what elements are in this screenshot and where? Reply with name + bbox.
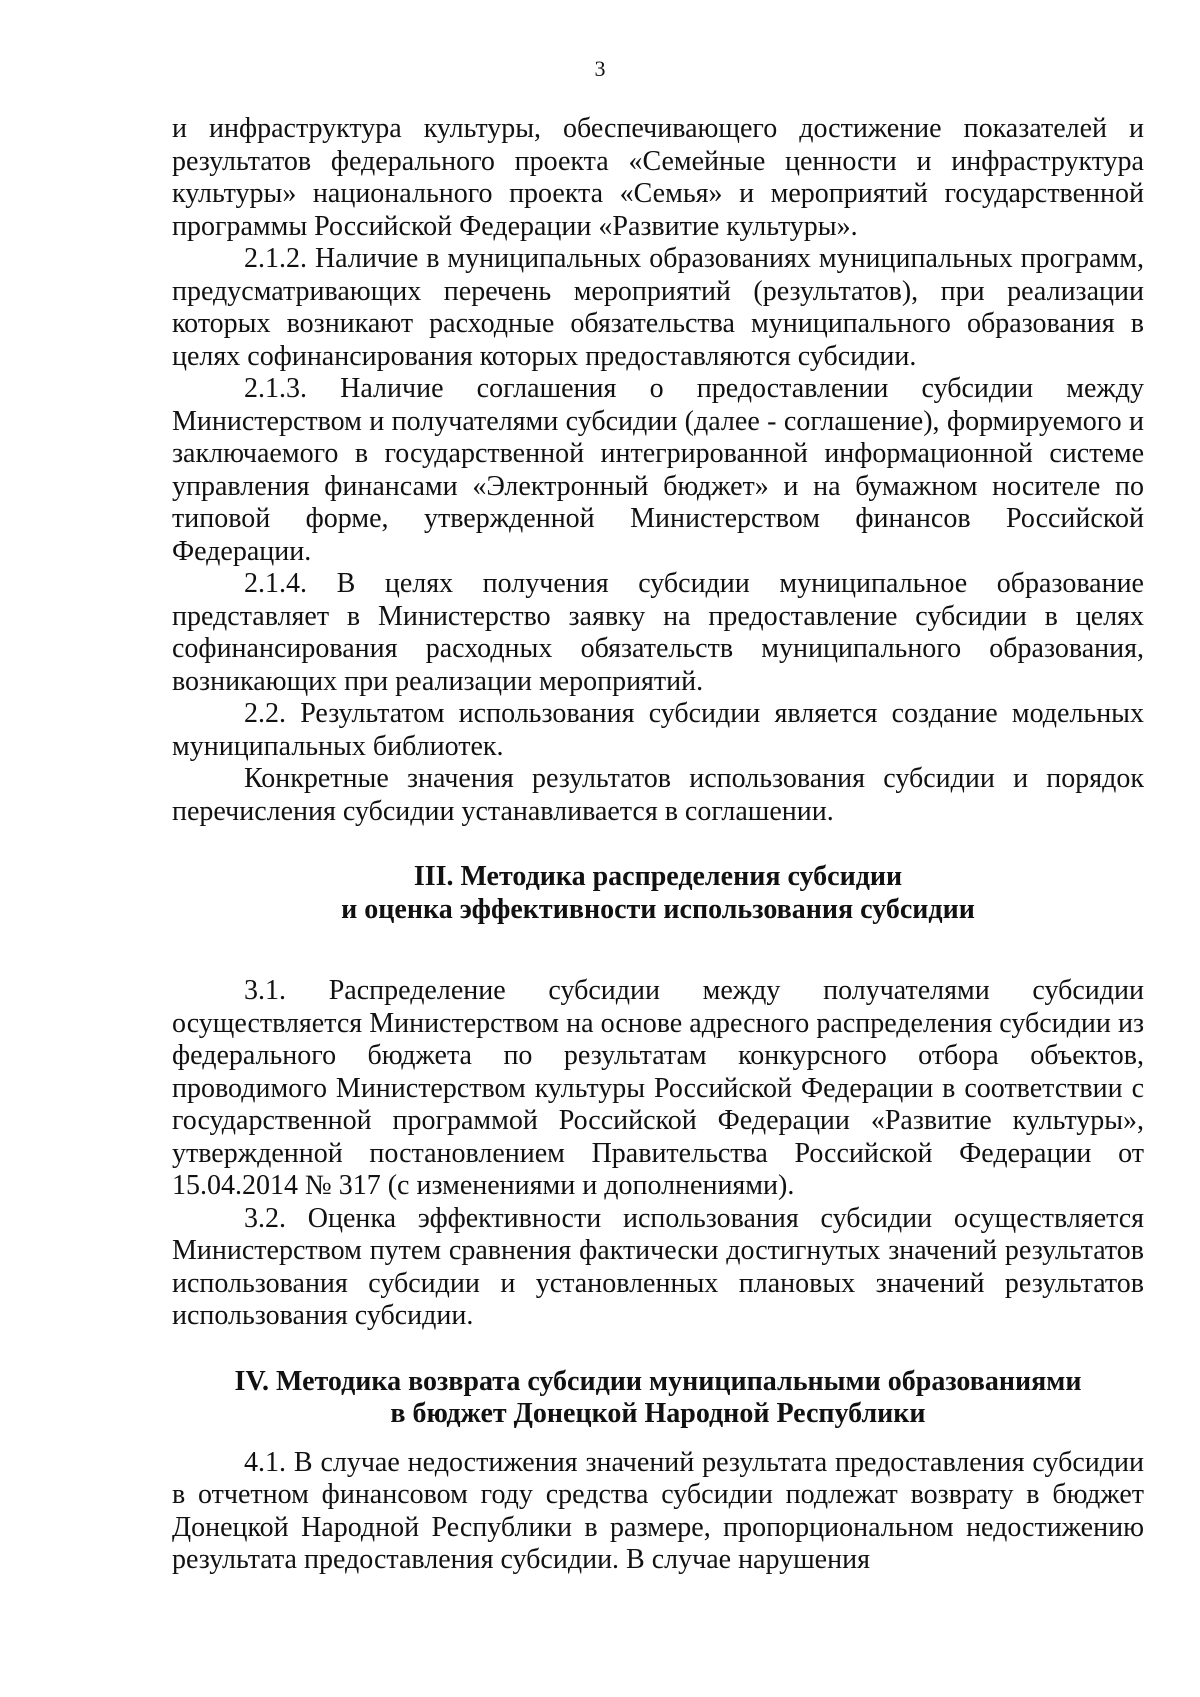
paragraph-3-2: 3.2. Оценка эффективности использования субсидии осуществляется Министерством путем сравнения фактически достигнутых значений результатов использования субсидии и установленных плановых значений результатов использования субсидии. xyxy=(172,1202,1144,1331)
section-3-heading xyxy=(172,861,1144,926)
section-3-title-line2: и оценка эффективности использования субсидии xyxy=(341,893,975,925)
paragraph-3-1: 3.1. Распределение субсидии между получателями субсидии осуществляется Министерством на основе адресного распределения субсидии из федерального бюджета по результатам конкурсного отбора объектов, проводимого Министерством культуры Российской Федерации в соответствии с государственной программой Российской Федерации «Развитие культуры», утвержденной постановлением Правительства Российской Федерации от 15.04.2014 № 317 (с изменениями и дополнениями). xyxy=(172,975,1144,1201)
section-4-heading xyxy=(172,1366,1144,1431)
section-4-title-line2: в бюджет Донецкой Народной Республики xyxy=(390,1398,926,1429)
section-4-title-line1: IV. Методика возврата субсидии муниципальными образованиями xyxy=(234,1365,1082,1397)
paragraph-2-1-4: 2.1.4. В целях получения субсидии муниципальное образование представляет в Министерство заявку на предоставление субсидии в целях софинансирования расходных обязательств муниципального образования, возникающих при реализации мероприятий. xyxy=(172,568,1144,697)
section-3-title-line1: III. Методика распределения субсидии xyxy=(413,861,903,892)
paragraph-2-2: 2.2. Результатом использования субсидии является создание модельных муниципальных библиотек. xyxy=(172,698,1144,762)
page-number: 3 xyxy=(594,56,606,81)
paragraph-2-1-1-continuation: и инфраструктура культуры, обеспечивающего достижение показателей и результатов федерального проекта «Семейные ценности и инфраструктура культуры» национального проекта «Семья» и мероприятий государственной программы Российской Федерации «Развитие культуры». xyxy=(172,113,1144,242)
paragraph-4-1: 4.1. В случае недостижения значений результата предоставления субсидии в отчетном финансовом году средства субсидии подлежат возврату в бюджет Донецкой Народной Республики в размере, пропорциональном недостижению результата предоставления субсидии. В случае нарушения xyxy=(172,1446,1144,1575)
paragraph-2-2-values: Конкретные значения результатов использования субсидии и порядок перечисления субсидии устанавливается в соглашении. xyxy=(172,763,1144,827)
paragraph-2-1-3: 2.1.3. Наличие соглашения о предоставлении субсидии между Министерством и получателями субсидии (далее - соглашение), формируемого и заключаемого в государственной интегрированной информационной системе управления финансами «Электронный бюджет» и на бумажном носителе по типовой форме, утвержденной Министерством финансов Российской Федерации. xyxy=(172,373,1144,567)
document-body xyxy=(172,113,1144,1577)
paragraph-2-1-2: 2.1.2. Наличие в муниципальных образованиях муниципальных программ, предусматривающих перечень мероприятий (результатов), при реализации которых возникают расходные обязательства муниципального образования в целях софинансирования которых предоставляются субсидии. xyxy=(172,243,1144,372)
